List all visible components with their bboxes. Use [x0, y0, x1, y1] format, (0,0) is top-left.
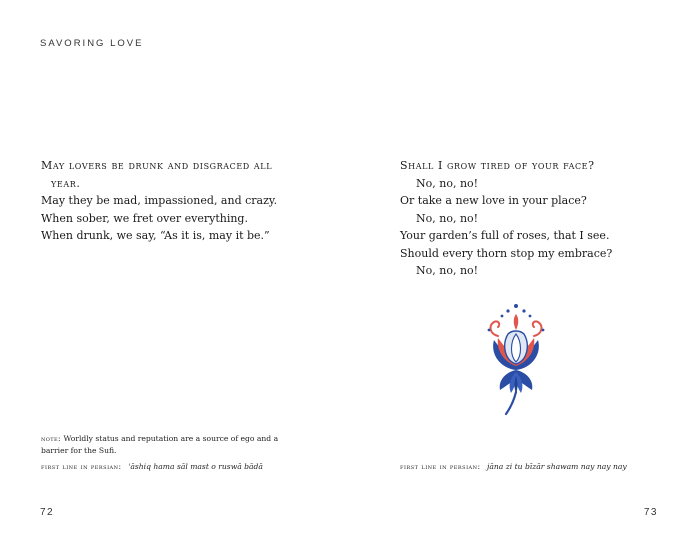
running-head: SAVORING LOVE [40, 38, 144, 49]
poem-refrain: No, no, no! [416, 176, 479, 190]
first-line-label: first line in persian: [41, 462, 122, 471]
left-poem [41, 157, 277, 245]
page-number-left: 72 [40, 507, 55, 518]
first-line-label: first line in persian: [400, 462, 481, 471]
poem-line: year. [51, 176, 81, 190]
poem-line: When sober, we fret over everything. [41, 211, 248, 225]
poem-line: May they be mad, impassioned, and crazy. [41, 194, 278, 207]
page-number-right: 73 [643, 507, 658, 518]
right-poem [400, 157, 612, 280]
poem-refrain: No, no, no! [416, 211, 479, 225]
flower-ornament-icon [478, 300, 554, 418]
note-text: Worldly status and reputation are a source of ego and a barrier for the Sufi. [41, 434, 279, 455]
poem-line: Shall I grow tired of your face? [400, 159, 595, 172]
poem-line: When drunk, we say, “As it is, may it be.” [41, 229, 270, 242]
note-label: note: [41, 434, 62, 443]
first-line-persian-right [400, 461, 627, 473]
first-line-transliteration: ʿāshiq hama sāl mast o ruswā bādā [128, 462, 263, 471]
poem-refrain: No, no, no! [416, 264, 479, 277]
poem-line: Or take a new love in your place? [400, 194, 587, 207]
footnote [41, 433, 281, 456]
first-line-persian-left [41, 461, 263, 473]
poem-line: Your garden’s full of roses, that I see. [400, 229, 610, 242]
poem-line: Should every thorn stop my embrace? [400, 246, 613, 260]
poem-line: May lovers be drunk and disgraced all [41, 159, 273, 172]
first-line-transliteration: jāna zi tu bīzār shawam nay nay nay [487, 462, 627, 471]
